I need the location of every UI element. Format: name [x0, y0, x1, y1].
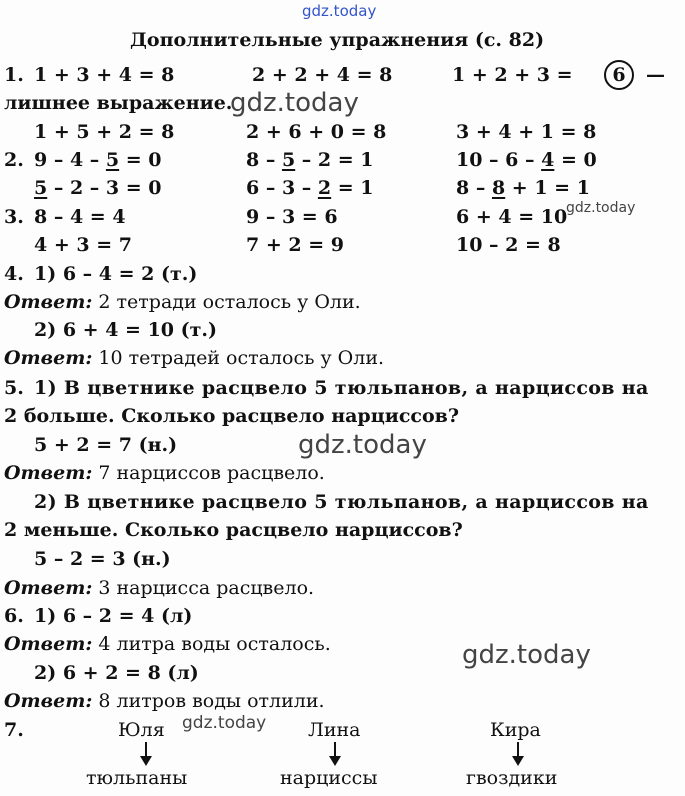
expression: 6 – 3 – 2 = 1: [246, 177, 374, 199]
answer-line: Ответ: 8 литров воды отлили.: [4, 690, 325, 712]
answer-label: Ответ:: [4, 633, 93, 655]
answer-line: Ответ: 7 нарциссов расцвело.: [4, 462, 325, 484]
expression: 3 + 4 + 1 = 8: [456, 121, 597, 143]
exercise-number: 2.: [4, 149, 24, 171]
solution-step: 2) 6 + 2 = 8 (л): [34, 662, 199, 684]
answer-label: Ответ:: [4, 690, 93, 712]
expression: 10 – 2 = 8: [456, 234, 561, 256]
expression: 7 + 2 = 9: [246, 234, 344, 256]
watermark: gdz.today: [566, 200, 636, 216]
expression: 1 + 2 + 3 =: [452, 64, 573, 86]
person-name: Лина: [308, 719, 361, 741]
watermark: gdz.today: [298, 430, 427, 460]
note: лишнее выражение.: [4, 92, 233, 114]
expression: 1 + 3 + 4 = 8: [34, 64, 175, 86]
arrow-down-icon: [334, 742, 336, 764]
solution-step: 5 – 2 = 3 (н.): [34, 548, 171, 570]
problem-text: 2 больше. Сколько расцвело нарциссов?: [4, 405, 459, 427]
exercise-number: 4.: [4, 263, 24, 285]
answer-line: Ответ: 10 тетрадей осталось у Оли.: [4, 347, 385, 369]
solution-step: 2) 6 + 4 = 10 (т.): [34, 319, 217, 341]
exercise-number: 3.: [4, 206, 24, 228]
answer-label: Ответ:: [4, 462, 93, 484]
expression: 1 + 5 + 2 = 8: [34, 121, 175, 143]
expression: 8 – 8 + 1 = 1: [456, 177, 590, 199]
exercise-number: 1.: [4, 64, 24, 86]
expression: 5 – 2 – 3 = 0: [34, 177, 162, 199]
expression: 8 – 4 = 4: [34, 206, 126, 228]
solution-step: 5 + 2 = 7 (н.): [34, 434, 178, 456]
arrow-down-icon: [517, 742, 519, 764]
expression: 2 + 6 + 0 = 8: [246, 121, 387, 143]
expression: 6 + 4 = 10: [456, 206, 568, 228]
exercise-number: 6.: [4, 605, 24, 627]
answer-label: Ответ:: [4, 291, 93, 313]
exercise-number: 7.: [4, 719, 24, 741]
flower-name: тюльпаны: [86, 767, 188, 789]
watermark: gdz.today: [230, 88, 359, 118]
expression: 4 + 3 = 7: [34, 234, 132, 256]
person-name: Кира: [490, 719, 541, 741]
problem-text: 2 меньше. Сколько расцвело нарциссов?: [4, 519, 463, 541]
expression: 10 – 6 – 4 = 0: [456, 149, 597, 171]
answer-line: Ответ: 3 нарцисса расцвело.: [4, 577, 315, 599]
solution-step: 1) 6 – 4 = 2 (т.): [34, 263, 198, 285]
expression: 8 – 5 – 2 = 1: [246, 149, 374, 171]
answer-line: Ответ: 4 литра воды осталось.: [4, 633, 331, 655]
answer-line: Ответ: 2 тетради осталось у Оли.: [4, 291, 361, 313]
flower-name: гвоздики: [466, 767, 558, 789]
expression: 2 + 2 + 4 = 8: [252, 64, 393, 86]
watermark: gdz.today: [182, 713, 267, 733]
answer-label: Ответ:: [4, 347, 93, 369]
page-title: Дополнительные упражнения (с. 82): [130, 29, 545, 51]
problem-text: 1) В цветнике расцвело 5 тюльпанов, а нарциссов на: [34, 377, 649, 399]
arrow-down-icon: [145, 742, 147, 764]
watermark-top: gdz.today: [302, 2, 377, 20]
watermark: gdz.today: [462, 640, 591, 670]
dash: —: [646, 64, 665, 86]
solution-step: 1) 6 – 2 = 4 (л): [34, 605, 193, 627]
expression: 9 – 4 – 5 = 0: [34, 149, 162, 171]
exercise-number: 5.: [4, 377, 24, 399]
flower-name: нарциссы: [280, 767, 378, 789]
circled-answer: 6: [604, 60, 634, 90]
person-name: Юля: [118, 719, 165, 741]
expression: 9 – 3 = 6: [246, 206, 338, 228]
problem-text: 2) В цветнике расцвело 5 тюльпанов, а нарциссов на: [34, 491, 649, 513]
answer-label: Ответ:: [4, 577, 93, 599]
